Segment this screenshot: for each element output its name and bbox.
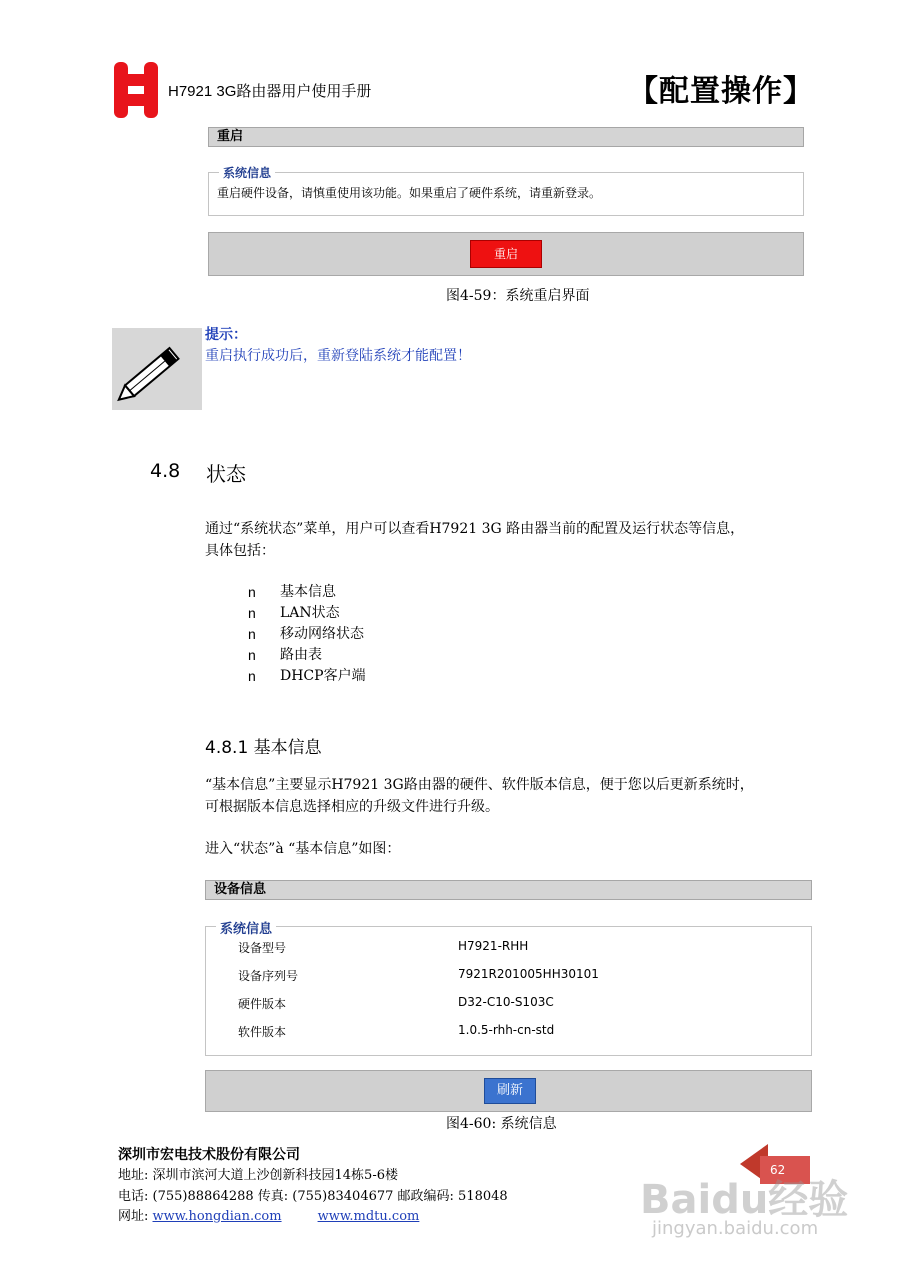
company-logo-icon bbox=[112, 60, 160, 120]
list-item: 路由表 bbox=[280, 647, 322, 663]
baidu-watermark: Baidu经验 bbox=[640, 1177, 849, 1223]
footer-contact: 电话: (755)88864288 传真: (755)83404677 邮政编码: 518048 bbox=[118, 1189, 508, 1204]
fieldset-legend: 系统信息 bbox=[219, 164, 275, 181]
info-value: H7921-RHH bbox=[458, 939, 529, 953]
link-mdtu[interactable]: www.mdtu.com bbox=[317, 1209, 420, 1224]
footer-address: 地址: 深圳市滨河大道上沙创新科技园14栋5-6楼 bbox=[118, 1168, 398, 1183]
section-intro-line2: 具体包括： bbox=[205, 543, 275, 559]
section-intro-line1: 通过“系统状态”菜单，用户可以查看H7921 3G 路由器当前的配置及运行状态等信息， bbox=[205, 521, 745, 537]
tip-label: 提示： bbox=[205, 327, 247, 343]
baidu-watermark-url: jingyan.baidu.com bbox=[652, 1218, 819, 1239]
reboot-fieldset bbox=[208, 166, 804, 216]
device-panel-title: 设备信息 bbox=[214, 882, 267, 897]
device-fieldset bbox=[205, 922, 812, 1056]
subsection-desc-line1: “基本信息”主要显示H7921 3G路由器的硬件、软件版本信息，便于您以后更新系统时， bbox=[205, 777, 754, 793]
page-number: 62 bbox=[760, 1156, 810, 1184]
device-panel-bar bbox=[205, 880, 812, 900]
bullet-marker: n bbox=[248, 668, 256, 684]
link-hongdian[interactable]: www.hongdian.com bbox=[152, 1209, 282, 1224]
document-title: H7921 3G路由器用户使用手册 bbox=[168, 83, 372, 100]
fieldset-legend: 系统信息 bbox=[216, 918, 276, 937]
tip-text: 重启执行成功后，重新登陆系统才能配置！ bbox=[205, 348, 471, 364]
section-title: 状态 bbox=[206, 462, 246, 486]
figure-caption-4-59: 图4-59：系统重启界面 bbox=[446, 288, 590, 304]
info-value: 1.0.5-rhh-cn-std bbox=[458, 1023, 555, 1037]
refresh-button[interactable]: 刷新 bbox=[484, 1078, 536, 1104]
pencil-icon bbox=[112, 328, 202, 410]
section-header: 【配置操作】 bbox=[628, 74, 814, 109]
bullet-marker: n bbox=[248, 584, 256, 600]
footer-company: 深圳市宏电技术股份有限公司 bbox=[118, 1147, 300, 1163]
info-value: 7921R201005HH30101 bbox=[458, 967, 599, 981]
info-label: 设备型号 bbox=[238, 941, 287, 955]
reboot-panel-title: 重启 bbox=[217, 129, 244, 144]
figure-caption-4-60: 图4-60: 系统信息 bbox=[446, 1116, 557, 1132]
list-item: DHCP客户端 bbox=[280, 668, 366, 684]
info-label: 软件版本 bbox=[238, 1025, 287, 1039]
info-label: 硬件版本 bbox=[238, 997, 287, 1011]
tip-icon-box bbox=[112, 328, 202, 410]
footer-web bbox=[118, 1205, 419, 1224]
reboot-warning-text: 重启硬件设备，请慎重使用该功能。如果重启了硬件系统，请重新登录。 bbox=[217, 186, 602, 200]
list-item: LAN状态 bbox=[280, 605, 340, 621]
subsection-desc-line2: 可根据版本信息选择相应的升级文件进行升级。 bbox=[205, 799, 499, 815]
reboot-button[interactable]: 重启 bbox=[470, 240, 542, 268]
list-item: 移动网络状态 bbox=[280, 626, 364, 642]
reboot-panel-bar bbox=[208, 127, 804, 147]
info-value: D32-C10-S103C bbox=[458, 995, 554, 1009]
bullet-marker: n bbox=[248, 626, 256, 642]
bullet-marker: n bbox=[248, 647, 256, 663]
list-item: 基本信息 bbox=[280, 584, 336, 600]
info-label: 设备序列号 bbox=[238, 969, 299, 983]
footer-web-label: 网址: bbox=[118, 1209, 153, 1224]
nav-instruction: 进入“状态”à “基本信息”如图： bbox=[205, 841, 401, 857]
subsection-title: 4.8.1 基本信息 bbox=[205, 738, 322, 758]
section-number: 4.8 bbox=[150, 460, 181, 482]
bullet-marker: n bbox=[248, 605, 256, 621]
